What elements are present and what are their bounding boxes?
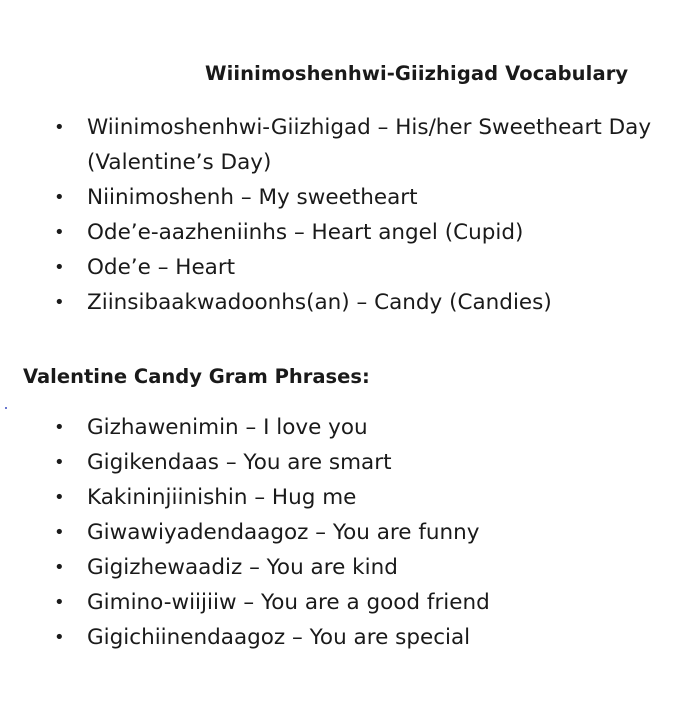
vocab-term: Wiinimoshenhwi-Giizhigad – His/her Sweetheart Day (87, 115, 652, 140)
list-item (0, 180, 651, 215)
vocab-term: Ode’e-aazheniinhs – Heart angel (Cupid) (87, 220, 524, 245)
bullet-icon: • (54, 187, 65, 208)
bullet-icon: • (54, 557, 65, 578)
vocab-term: Niinimoshenh – My sweetheart (87, 185, 418, 210)
list-item (0, 250, 651, 285)
bullet-icon: • (54, 292, 65, 313)
phrase-text: Gizhawenimin – I love you (87, 415, 368, 440)
list-item (0, 215, 651, 250)
list-item (0, 550, 490, 585)
bullet-icon: • (54, 257, 65, 278)
page-title: Wiinimoshenhwi-Giizhigad Vocabulary (205, 62, 629, 85)
phrase-text: Gigichiinendaagoz – You are special (87, 625, 471, 650)
list-item (0, 620, 490, 655)
stray-dot (5, 407, 7, 409)
bullet-icon: • (54, 452, 65, 473)
list-item (0, 445, 490, 480)
list-item (0, 515, 490, 550)
list-item (0, 285, 651, 320)
list-item (0, 480, 490, 515)
vocabulary-list (0, 110, 651, 320)
list-item (0, 410, 490, 445)
phrase-text: Gimino-wiijiiw – You are a good friend (87, 590, 490, 615)
vocab-term: Ode’e – Heart (87, 255, 236, 280)
bullet-icon: • (54, 522, 65, 543)
vocab-term-continuation: (Valentine’s Day) (87, 150, 272, 175)
phrase-text: Gigikendaas – You are smart (87, 450, 392, 475)
list-item (0, 110, 651, 145)
phrase-text: Giwawiyadendaagoz – You are funny (87, 520, 480, 545)
vocab-term: Ziinsibaakwadoonhs(an) – Candy (Candies) (87, 290, 552, 315)
bullet-icon: • (54, 592, 65, 613)
phrases-list (0, 410, 490, 655)
list-item (0, 585, 490, 620)
phrase-text: Gigizhewaadiz – You are kind (87, 555, 398, 580)
bullet-icon: • (54, 417, 65, 438)
bullet-icon: • (54, 487, 65, 508)
bullet-icon: • (54, 627, 65, 648)
list-item-continuation (0, 145, 651, 180)
bullet-icon: • (54, 222, 65, 243)
phrases-heading: Valentine Candy Gram Phrases: (23, 365, 370, 388)
bullet-icon: • (54, 117, 65, 138)
phrase-text: Kakininjiinishin – Hug me (87, 485, 357, 510)
